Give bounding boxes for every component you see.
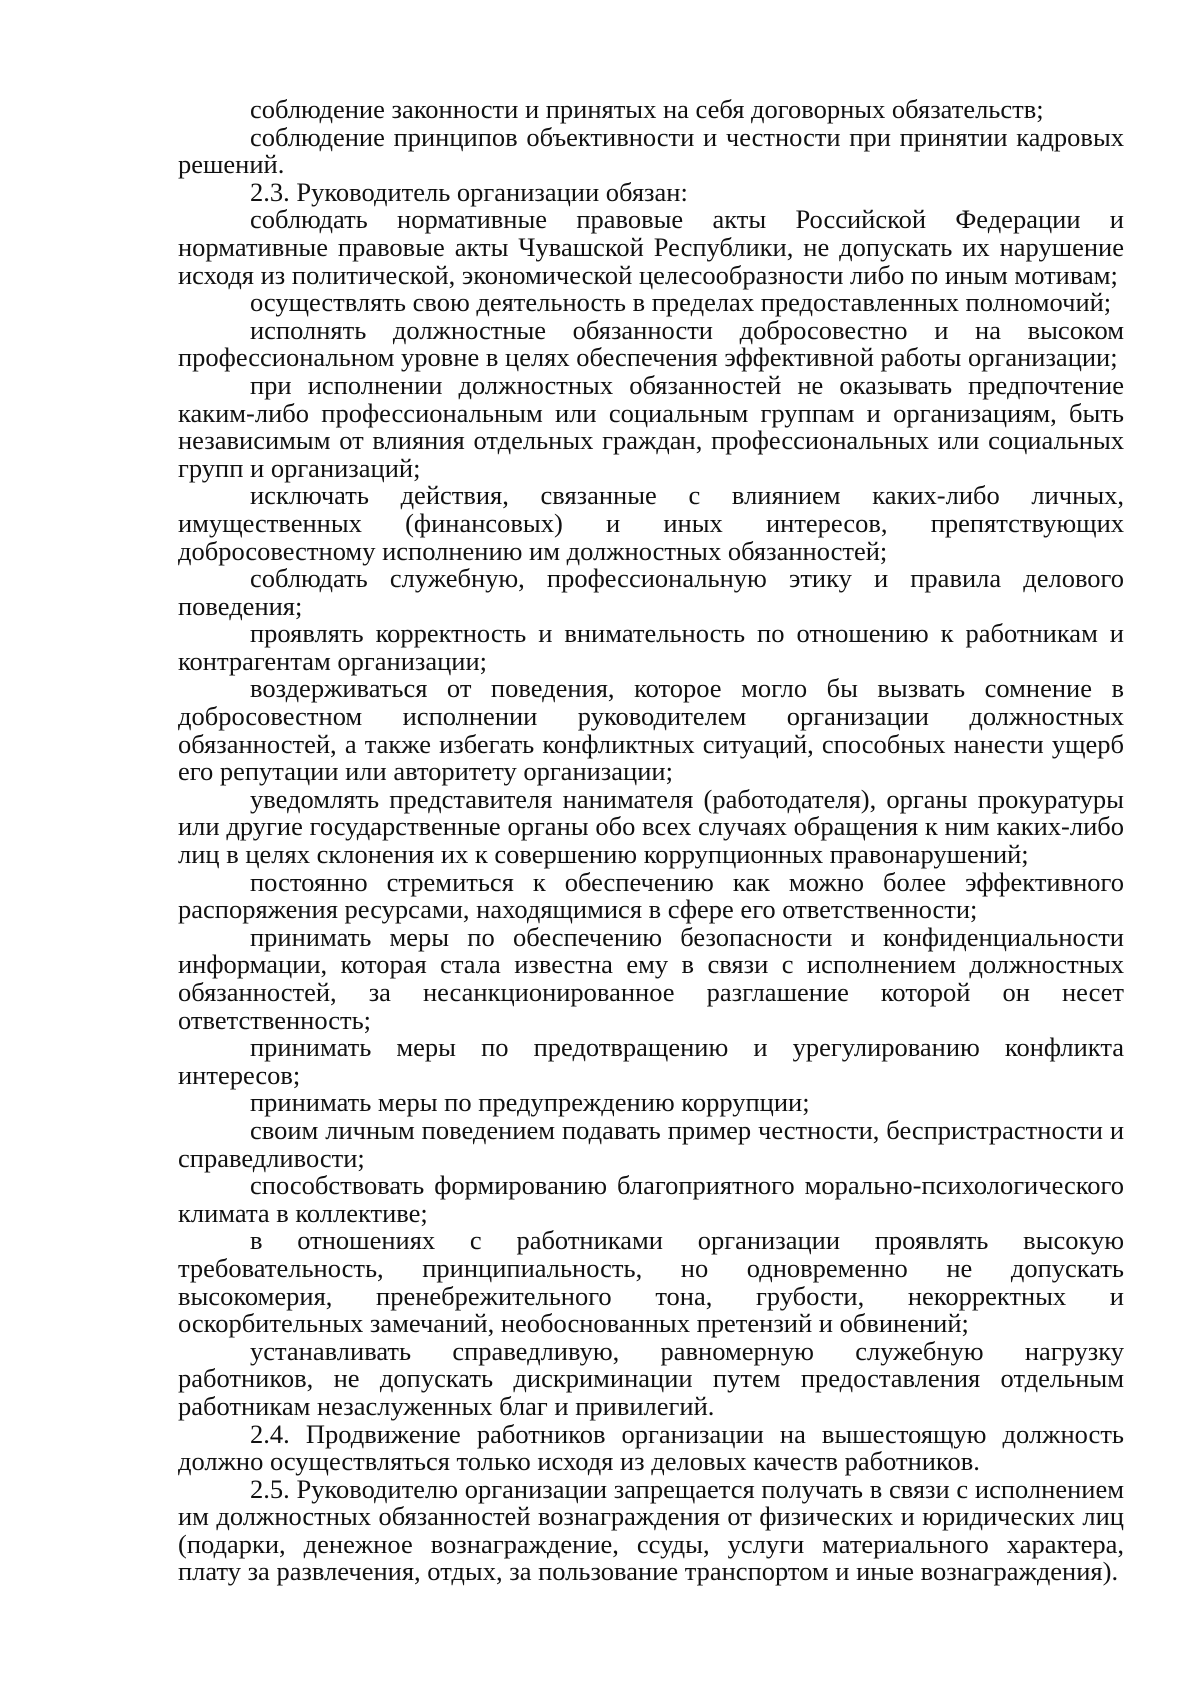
section-2-3-heading: 2.3. Руководитель организации обязан:: [250, 176, 688, 207]
paragraph-notify: уведомлять представителя нанимателя (работодателя), органы прокуратуры или другие государственные органы обо всех случаях обращения к ним каких-либо лиц в целях склонения их к совершению коррупционных правонарушений;: [178, 783, 1124, 870]
paragraph-objectivity: соблюдение принципов объективности и честности при принятии кадровых решений.: [178, 121, 1124, 180]
paragraph-comply-laws: соблюдать нормативные правовые акты Российской Федерации и нормативные правовые акты Чувашской Республики, не допускать их нарушение исходя из политической, экономической целесообразности либо по иным мотивам;: [178, 204, 1124, 290]
paragraph-no-preference: при исполнении должностных обязанностей не оказывать предпочтение каким-либо профессиональным или социальным группам и организациям, быть независимым от влияния отдельных граждан, профессиональных или социальных групп и организаций;: [178, 369, 1124, 483]
paragraph-powers: осуществлять свою деятельность в пределах предоставленных полномочий;: [250, 287, 1112, 318]
paragraph-personal-example: своим личным поведением подавать пример честности, беспристрастности и справедливости;: [178, 1114, 1124, 1173]
paragraph-climate: способствовать формированию благоприятного морально-психологического климата в коллективе;: [178, 1170, 1124, 1228]
section-2-5: 2.5. Руководителю организации запрещается получать в связи с исполнением им должностных обязанностей вознаграждения от физических и юридических лиц (подарки, денежное вознаграждение, ссуды, услуги материального характера, плату за развлечения, отдых, за пользование транспортом и иные вознаграждения).: [178, 1473, 1124, 1587]
paragraph-legality: соблюдение законности и принятых на себя договорных обязательств;: [250, 94, 1044, 124]
paragraph-refrain-behavior: воздерживаться от поведения, которое могло бы вызвать сомнение в добросовестном исполнении руководителем организации должностных обязанностей, а также избегать конфликтных ситуаций, способных нанести ущерб его репутации или авторитету организации;: [178, 673, 1124, 787]
paragraph-conflict-interest: принимать меры по предотвращению и урегулированию конфликта интересов;: [178, 1032, 1124, 1090]
paragraph-anticorruption: принимать меры по предупреждению коррупции;: [250, 1087, 810, 1118]
paragraph-exclude-interests: исключать действия, связанные с влиянием каких-либо личных, имущественных (финансовых) и иных интересов, препятствующих добросовестному исполнению им должностных обязанностей;: [178, 480, 1124, 566]
paragraph-correctness: проявлять корректность и внимательность по отношению к работникам и контрагентам организации;: [178, 618, 1124, 676]
paragraph-ethics: соблюдать служебную, профессиональную этику и правила делового поведения;: [178, 563, 1124, 621]
paragraph-confidentiality: принимать меры по обеспечению безопасности и конфиденциальности информации, которая стала известна ему в связи с исполнением должностных обязанностей, за несанкционированное разглашение которой он несет ответственность;: [178, 921, 1124, 1035]
paragraph-relations: в отношениях с работниками организации проявлять высокую требовательность, принципиальность, но одновременно не допускать высокомерия, пренебрежительного тона, грубости, некорректных и оскорбительных замечаний, необоснованных претензий и обвинений;: [178, 1225, 1124, 1339]
paragraph-resources: постоянно стремиться к обеспечению как можно более эффективного распоряжения ресурсами, находящимися в сфере его ответственности;: [178, 866, 1124, 925]
document-page: [178, 96, 1124, 1586]
section-2-4: 2.4. Продвижение работников организации на вышестоящую должность должно осуществляться только исходя из деловых качеств работников.: [178, 1418, 1124, 1477]
paragraph-perform-duties: исполнять должностные обязанности добросовестно и на высоком профессиональном уровне в целях обеспечения эффективной работы организации;: [178, 314, 1124, 373]
paragraph-workload: устанавливать справедливую, равномерную служебную нагрузку работников, не допускать дискриминации путем предоставления отдельным работникам незаслуженных благ и привилегий.: [178, 1335, 1124, 1421]
